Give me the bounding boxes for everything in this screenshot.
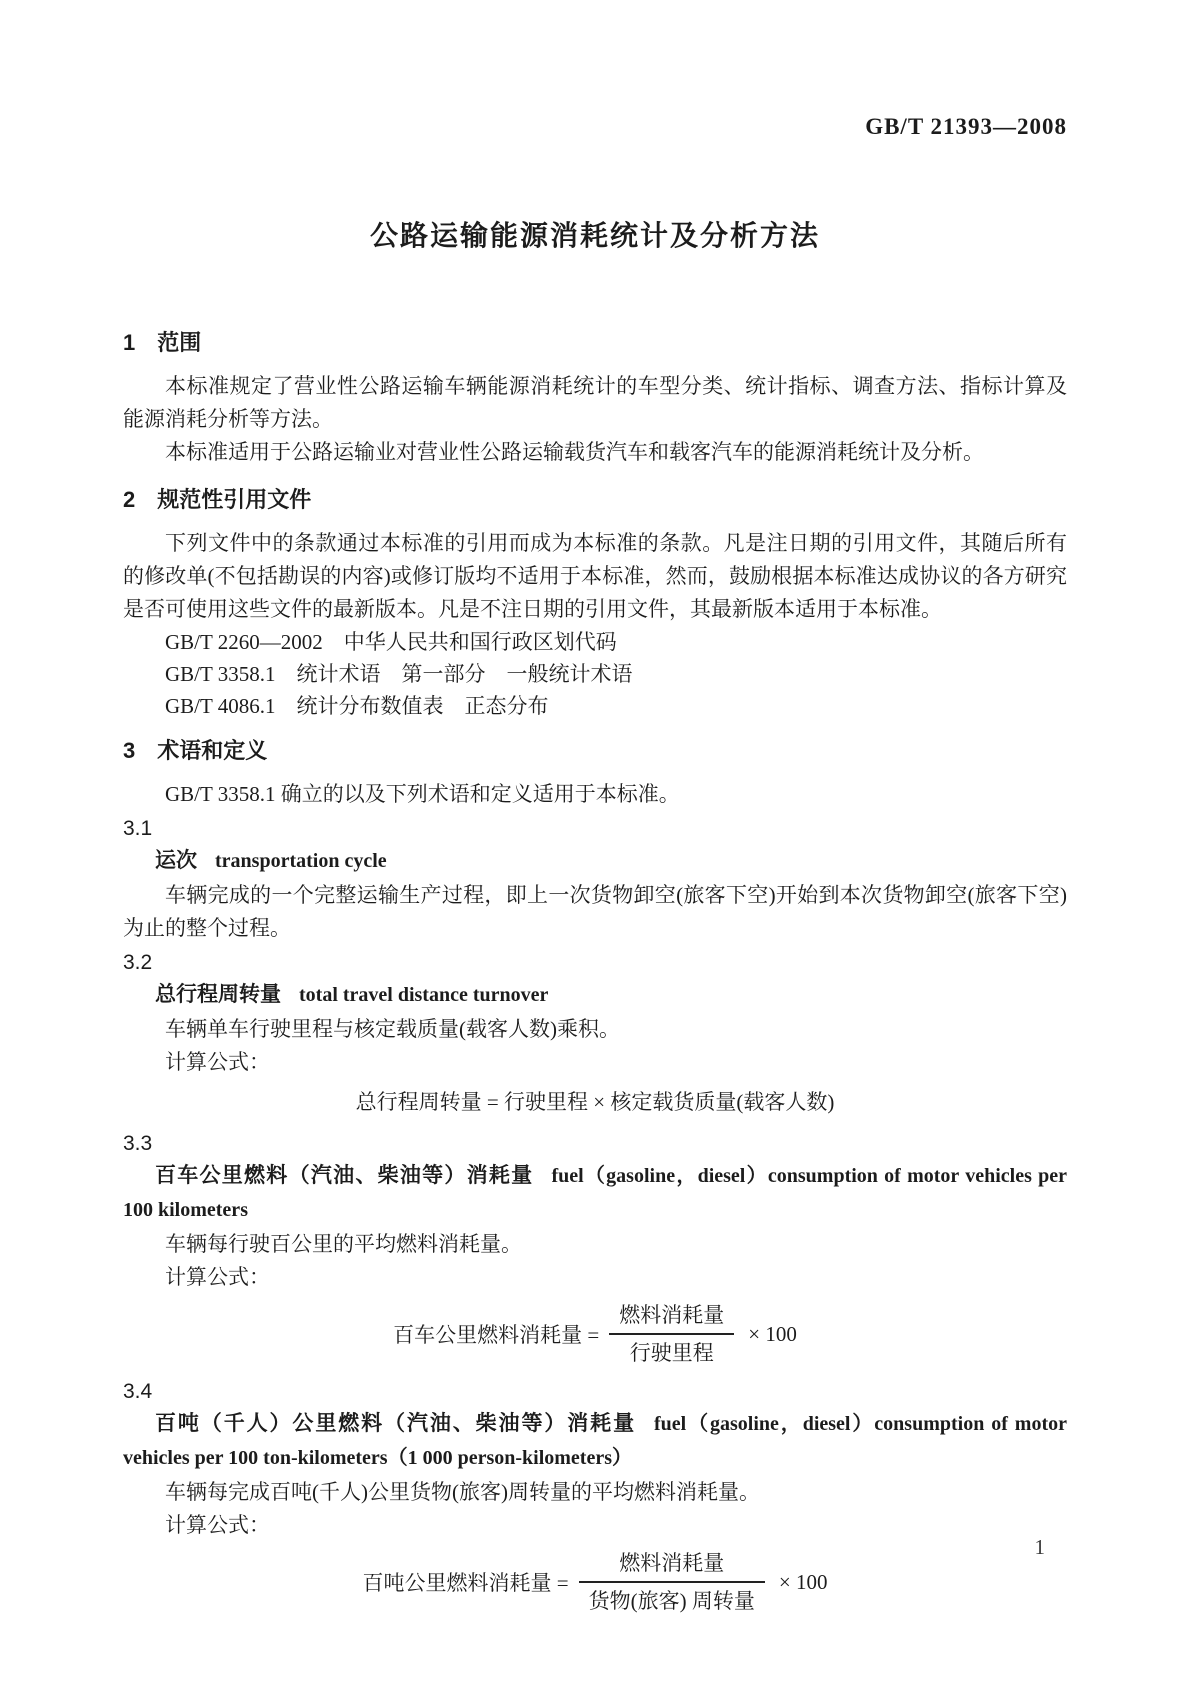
term-3-2 — [123, 979, 1067, 1013]
clause-number-3-1: 3.1 — [123, 817, 153, 840]
term-3-1 — [123, 845, 1067, 879]
term-3-4-english: fuel（gasoline，diesel）consumption of motor vehicles per 100 ton-kilometers（1 000 person-kilometers） — [123, 1413, 1067, 1469]
section-1-paragraph-1: 本标准规定了营业性公路运输车辆能源消耗统计的车型分类、统计指标、调查方法、指标计算及能源消耗分析等方法。 — [123, 374, 1067, 431]
formula-3-4-multiplier: × 100 — [778, 1569, 828, 1594]
formula-3-3-fraction — [609, 1301, 734, 1367]
formula-3-3-lhs: 百车公里燃料消耗量 = — [393, 1323, 600, 1347]
formula-3-4-denominator: 货物(旅客) 周转量 — [579, 1581, 765, 1615]
section-2-paragraph-1: 下列文件中的条款通过本标准的引用而成为本标准的条款。凡是注日期的引用文件，其随后所有的修改单(不包括勘误的内容)或修订版均不适用于本标准，然而，鼓励根据本标准达成协议的各方研究是否可使用这些文件的最新版本。凡是不注日期的引用文件，其最新版本适用于本标准。 — [123, 531, 1067, 621]
formula-3-3-denominator: 行驶里程 — [609, 1333, 734, 1367]
formula-3-2: 总行程周转量 = 行驶里程 × 核定载货质量(载客人数) — [355, 1090, 835, 1114]
term-3-3-english: fuel（gasoline，diesel）consumption of motor vehicles per 100 kilometers — [123, 1165, 1067, 1221]
term-3-1-chinese: 运次 — [155, 849, 197, 872]
normative-reference-3: GB/T 4086.1 统计分布数值表 正态分布 — [165, 694, 549, 718]
formula-3-3-numerator: 燃料消耗量 — [619, 1303, 725, 1327]
formula-3-3 — [123, 1301, 1067, 1367]
term-3-1-english: transportation cycle — [215, 850, 387, 872]
page-number: 1 — [1034, 1535, 1045, 1559]
formula-3-4 — [123, 1549, 1067, 1615]
section-3-heading: 3 术语和定义 — [123, 738, 268, 763]
term-3-2-calc-label: 计算公式： — [165, 1050, 270, 1074]
term-3-2-chinese: 总行程周转量 — [155, 983, 281, 1006]
section-2-heading: 2 规范性引用文件 — [123, 487, 312, 512]
clause-number-3-3: 3.3 — [123, 1132, 153, 1155]
term-3-3 — [123, 1160, 1067, 1228]
section-1-heading: 1 范围 — [123, 330, 202, 355]
section-1-paragraph-2: 本标准适用于公路运输业对营业性公路运输载货汽车和载客汽车的能源消耗统计及分析。 — [165, 440, 984, 464]
term-3-3-calc-label: 计算公式： — [165, 1265, 270, 1289]
page-content — [123, 0, 1067, 1624]
clause-number-3-4: 3.4 — [123, 1380, 153, 1403]
term-3-2-definition: 车辆单车行驶里程与核定载质量(载客人数)乘积。 — [165, 1017, 620, 1041]
formula-3-4-lhs: 百吨公里燃料消耗量 = — [362, 1571, 569, 1595]
term-3-4-chinese: 百吨（千人）公里燃料（汽油、柴油等）消耗量 — [155, 1412, 636, 1435]
term-3-4 — [123, 1408, 1067, 1476]
section-3-intro: GB/T 3358.1 确立的以及下列术语和定义适用于本标准。 — [165, 782, 680, 806]
term-3-2-english: total travel distance turnover — [299, 984, 549, 1006]
normative-reference-2: GB/T 3358.1 统计术语 第一部分 一般统计术语 — [165, 662, 633, 686]
term-3-1-definition: 车辆完成的一个完整运输生产过程，即上一次货物卸空(旅客下空)开始到本次货物卸空(旅客下空)为止的整个过程。 — [123, 883, 1067, 940]
normative-reference-1: GB/T 2260—2002 中华人民共和国行政区划代码 — [165, 630, 617, 654]
term-3-4-calc-label: 计算公式： — [165, 1513, 270, 1537]
formula-3-3-multiplier: × 100 — [748, 1321, 797, 1346]
document-title: 公路运输能源消耗统计及分析方法 — [369, 220, 820, 251]
clause-number-3-2: 3.2 — [123, 951, 153, 974]
term-3-3-chinese: 百车公里燃料（汽油、柴油等）消耗量 — [155, 1164, 534, 1187]
term-3-4-definition: 车辆每完成百吨(千人)公里货物(旅客)周转量的平均燃料消耗量。 — [165, 1480, 760, 1504]
term-3-3-definition: 车辆每行驶百公里的平均燃料消耗量。 — [165, 1232, 522, 1256]
formula-3-4-fraction — [579, 1549, 765, 1615]
formula-3-4-numerator: 燃料消耗量 — [619, 1551, 725, 1575]
standard-number: GB/T 21393—2008 — [865, 114, 1067, 139]
